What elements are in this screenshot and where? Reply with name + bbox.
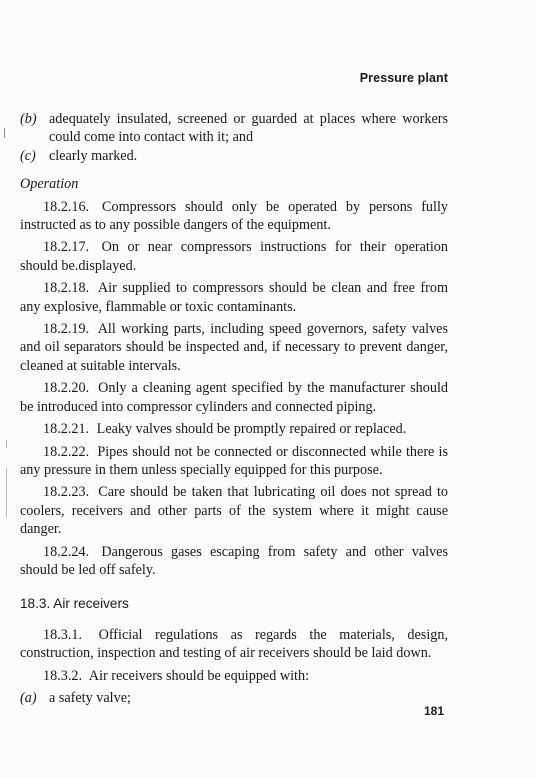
scan-mark [6, 468, 7, 518]
paragraph-text: Only a cleaning agent specified by the manufacturer should be introduced into compressor cylinders and connected piping. [20, 380, 449, 415]
paragraph-text: Care should be taken that lubricating oil does not spread to coolers, receivers and other parts of the system where it might cause danger. [20, 484, 449, 538]
paragraph-number: 18.2.20. [43, 380, 90, 397]
paragraph-number: 18.2.24. [43, 543, 90, 560]
paragraph-text: On or near compressors instructions for their operation should be.displayed. [20, 239, 448, 274]
paragraph-18-2-23 [20, 483, 448, 538]
paragraph-number: 18.2.22. [43, 443, 90, 460]
section-title: 18.3. Air receivers [20, 596, 129, 612]
list-text: a safety valve; [49, 689, 131, 706]
paragraph-number: 18.2.16. [43, 198, 90, 215]
list-label: (a) [20, 689, 37, 706]
paragraph-18-2-20 [20, 379, 448, 416]
scan-mark [4, 128, 5, 138]
list-item-b [20, 110, 448, 147]
paragraph-number: 18.2.17. [43, 239, 90, 256]
running-head: Pressure plant [359, 71, 448, 85]
paragraph-text: Compressors should only be operated by persons fully instructed as to any possible dangers of the equipment. [20, 198, 448, 234]
paragraph-number: 18.2.19. [43, 321, 90, 338]
paragraph-number: 18.2.18. [43, 280, 90, 297]
paragraph-18-2-24 [20, 543, 448, 580]
paragraph-18-2-16 [20, 198, 448, 235]
list-item-a [20, 689, 448, 707]
scan-mark [6, 440, 7, 448]
paragraph-number: 18.2.21. [43, 421, 90, 438]
paragraph-18-2-22 [20, 443, 448, 480]
paragraph-18-2-19 [20, 320, 448, 375]
paragraph-18-3-2 [20, 667, 448, 685]
paragraph-text: Dangerous gases escaping from safety and other valves should be led off safely. [20, 543, 448, 578]
paragraph-18-2-18 [20, 279, 448, 316]
paragraph-text: All working parts, including speed governors, safety valves and oil separators should be inspected and, if necessary to prevent danger, cleaned at suitable intervals. [20, 321, 449, 374]
paragraph-text: Air receivers should be equipped with: [88, 667, 310, 684]
paragraph-number: 18.3.2. [43, 667, 83, 684]
paragraph-18-3-1 [20, 626, 448, 663]
list-item-c [20, 147, 448, 165]
list-label: (b) [20, 111, 37, 127]
body-text [20, 110, 448, 707]
list-text: adequately insulated, screened or guarded at places where workers could come into contact with it; and [49, 111, 448, 146]
paragraph-number: 18.2.23. [43, 484, 90, 501]
operation-heading: Operation [20, 176, 79, 193]
paragraph-text: Pipes should not be connected or disconnected while there is any pressure in them unless specially equipped for this purpose. [20, 443, 449, 478]
paragraph-text: Leaky valves should be promptly repaired or replaced. [96, 421, 407, 438]
paragraph-number: 18.3.1. [43, 626, 83, 643]
list-label: (c) [20, 147, 36, 164]
list-text: clearly marked. [49, 147, 138, 164]
page-number: 181 [423, 704, 444, 718]
paragraph-text: Official regulations as regards the materials, design, construction, inspection and testing of air receivers should be laid down. [20, 626, 448, 662]
paragraph-18-2-21 [20, 420, 448, 438]
paragraph-text: Air supplied to compressors should be clean and free from any explosive, flammable or toxic contaminants. [20, 280, 448, 315]
paragraph-18-2-17 [20, 238, 448, 275]
